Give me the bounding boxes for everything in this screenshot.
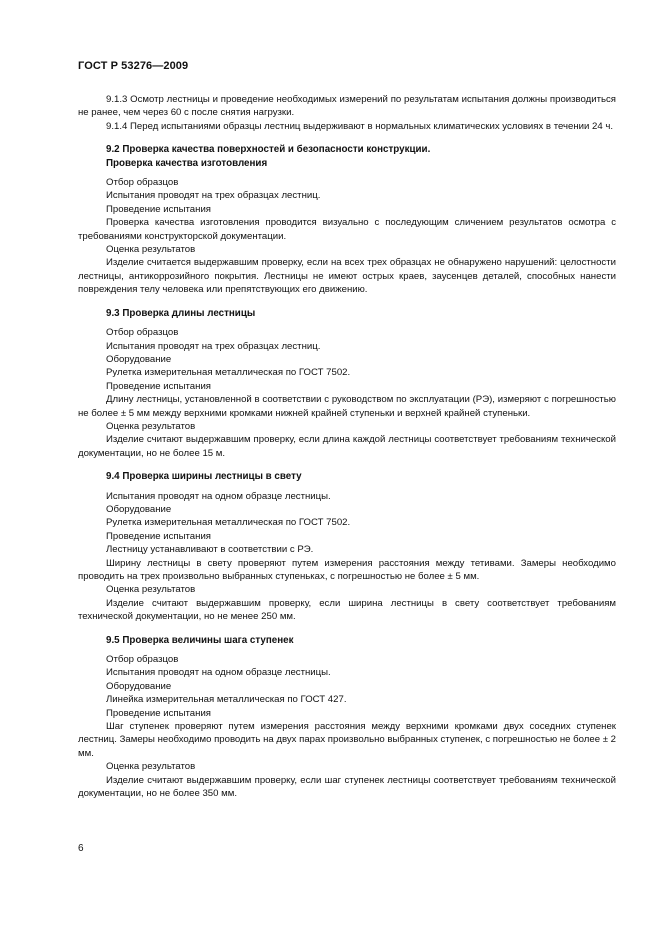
sampling-text: Испытания проводят на трех образцах лестниц. xyxy=(106,190,321,202)
sampling-label: Отбор образцов xyxy=(106,177,179,189)
section-9-5-heading: 9.5 Проверка величины шага ступенек xyxy=(106,634,294,646)
procedure-label: Проведение испытания xyxy=(106,530,211,542)
evaluation-label: Оценка результатов xyxy=(106,584,196,596)
evaluation-label: Оценка результатов xyxy=(106,420,196,432)
sampling-text: Испытания проводят на трех образцах лестниц. xyxy=(106,340,321,352)
sampling-label: Отбор образцов xyxy=(106,654,179,666)
evaluation-text: Изделие считают выдержавшим проверку, если длина каждой лестницы соответствует требованиям технической документации, но не более 15 м. xyxy=(78,434,616,459)
procedure-label: Проведение испытания xyxy=(106,707,211,719)
procedure-text: Проверка качества изготовления проводится визуально с последующим сличением результатов осмотра с требованиями конструкторской документации. xyxy=(78,217,616,242)
clause-9-1-3: 9.1.3 Осмотр лестницы и проведение необходимых измерений по результатам испытания должны производиться не ранее, чем через 60 с после снятия нагрузки. xyxy=(78,94,616,119)
evaluation-label: Оценка результатов xyxy=(106,761,196,773)
procedure-label: Проведение испытания xyxy=(106,203,211,215)
equipment-label: Оборудование xyxy=(106,353,172,365)
procedure-text: Лестницу устанавливают в соответствии с РЭ. xyxy=(106,544,314,556)
equipment-text: Рулетка измерительная металлическая по ГОСТ 7502. xyxy=(106,517,351,529)
sampling-label: Отбор образцов xyxy=(106,327,179,339)
equipment-label: Оборудование xyxy=(106,680,172,692)
sampling-text: Испытания проводят на одном образце лестницы. xyxy=(106,490,331,502)
evaluation-text: Изделие считают выдержавшим проверку, если шаг ступенек лестницы соответствует требованиям технической документации, но не более 350 мм. xyxy=(78,774,616,800)
evaluation-text: Изделие считается выдержавшим проверку, если на всех трех образцах не обнаружено нарушений: целостности лестницы, антикоррозийного покрытия. Лестницы не имеют острых краев, заусенцев деталей, способных нанести повреждения телу человека или препятствующих его движению. xyxy=(78,257,616,296)
sampling-text: Испытания проводят на одном образце лестницы. xyxy=(106,667,331,679)
section-9-4-heading: 9.4 Проверка ширины лестницы в свету xyxy=(106,471,302,483)
section-9-2-heading: 9.2 Проверка качества поверхностей и безопасности конструкции. xyxy=(106,144,431,156)
equipment-text: Линейка измерительная металлическая по ГОСТ 427. xyxy=(106,694,347,706)
page-number: 6 xyxy=(78,843,84,854)
section-9-3-heading: 9.3 Проверка длины лестницы xyxy=(106,307,256,319)
evaluation-text: Изделие считают выдержавшим проверку, если ширина лестницы в свету соответствует требованиям технической документации, но не менее 250 мм. xyxy=(78,597,616,623)
equipment-label: Оборудование xyxy=(106,503,172,515)
procedure-text: Шаг ступенек проверяют путем измерения расстояния между верхними кромками двух соседних ступенек лестниц. Замеры необходимо проводить на двух парах произвольно выбранных ступенек, с погрешностью не более ± 2 мм. xyxy=(78,721,616,759)
section-9-2-subheading: Проверка качества изготовления xyxy=(106,157,268,169)
equipment-text: Рулетка измерительная металлическая по ГОСТ 7502. xyxy=(106,367,351,379)
clause-9-1-4: 9.1.4 Перед испытаниями образцы лестниц выдерживают в нормальных климатических условиях в течении 24 ч. xyxy=(106,120,614,132)
procedure-text: Длину лестницы, установленной в соответствии с руководством по эксплуатации (РЭ), измеряют с погрешностью не более ± 5 мм между верхними кромками нижней крайней ступеньки и верхней крайней ступеньки. xyxy=(78,394,616,419)
document-body xyxy=(78,93,616,801)
procedure-label: Проведение испытания xyxy=(106,380,211,392)
document-header: ГОСТ Р 53276—2009 xyxy=(78,60,189,72)
procedure-text: Ширину лестницы в свету проверяют путем измерения расстояния между тетивами. Замеры необходимо проводить на трех произвольно выбранных ступеньках, с погрешностью не более ± 5 мм. xyxy=(78,557,616,582)
evaluation-label: Оценка результатов xyxy=(106,244,196,256)
